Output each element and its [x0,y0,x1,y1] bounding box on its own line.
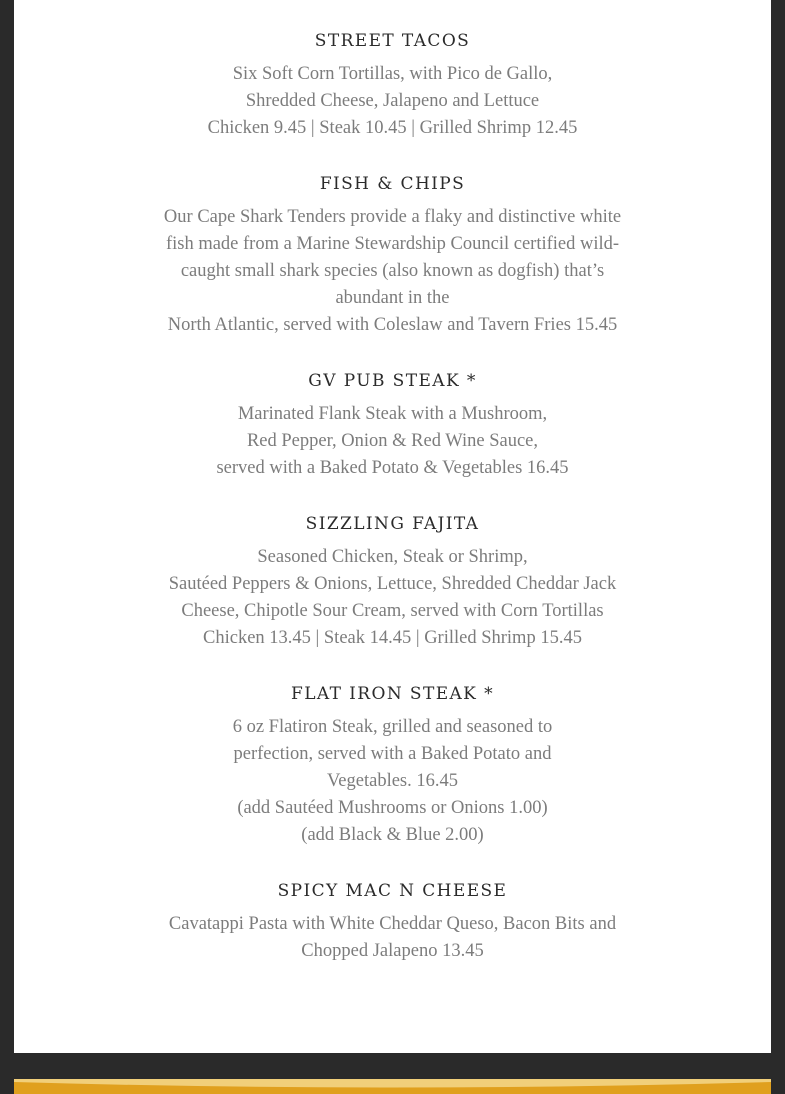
menu-item-price-line: served with a Baked Potato & Vegetables 16.45 [216,458,569,478]
menu-item-description-line: abundant in the [335,288,450,308]
menu-item [113,876,673,965]
menu-item-description-line: Seasoned Chicken, Steak or Shrimp, [257,547,528,567]
menu-item-description-line: Marinated Flank Steak with a Mushroom, [237,404,548,424]
menu-item-description-line: Cheese, Chipotle Sour Cream, served with Corn Tortillas [181,601,604,621]
menu-item-title: FISH & CHIPS [319,174,466,194]
footer-wave-graphic [14,1079,771,1094]
menu-item [113,26,673,142]
menu-item-title: STREET TACOS [314,31,471,51]
menu-item-description-line: Sautéed Peppers & Onions, Lettuce, Shredded Cheddar Jack [168,574,617,594]
menu-item-title: GV PUB STEAK * [308,371,477,391]
menu-item-title: FLAT IRON STEAK * [291,684,494,704]
menu-item-price-line: Chicken 9.45 | Steak 10.45 | Grilled Shrimp 12.45 [207,118,578,138]
menu-item-description-line: 6 oz Flatiron Steak, grilled and seasoned to [232,717,553,737]
menu-item-description-line: Red Pepper, Onion & Red Wine Sauce, [246,431,539,451]
menu-item [113,169,673,339]
menu-item-price-line: Chopped Jalapeno 13.45 [301,941,484,961]
menu-item-description-line: Six Soft Corn Tortillas, with Pico de Gallo, [232,64,553,84]
menu-item-price-line: North Atlantic, served with Coleslaw and Tavern Fries 15.45 [167,315,618,335]
menu-item-price-line: Vegetables. 16.45 [326,771,458,791]
menu-item-description-line: perfection, served with a Baked Potato and [233,744,552,764]
menu-item-description-line: caught small shark species (also known as dogfish) that’s [180,261,605,281]
menu-item-addon-line: (add Sautéed Mushrooms or Onions 1.00) [237,798,548,818]
menu-item [113,509,673,652]
footer-decorative-band [14,1079,771,1094]
menu-card [14,0,771,1053]
menu-item-description-line: Cavatappi Pasta with White Cheddar Queso, Bacon Bits and [168,914,617,934]
menu-item-description-line: Our Cape Shark Tenders provide a flaky and distinctive white [163,207,622,227]
menu-list [14,26,771,965]
menu-item [113,679,673,849]
menu-item-description-line: fish made from a Marine Stewardship Council certified wild- [165,234,620,254]
menu-item [113,366,673,482]
menu-item-title: SIZZLING FAJITA [305,514,480,534]
menu-item-description-line: Shredded Cheese, Jalapeno and Lettuce [245,91,540,111]
menu-item-addon-line: (add Black & Blue 2.00) [301,825,484,845]
menu-item-title: SPICY MAC N CHEESE [277,881,508,901]
menu-item-price-line: Chicken 13.45 | Steak 14.45 | Grilled Shrimp 15.45 [203,628,582,648]
